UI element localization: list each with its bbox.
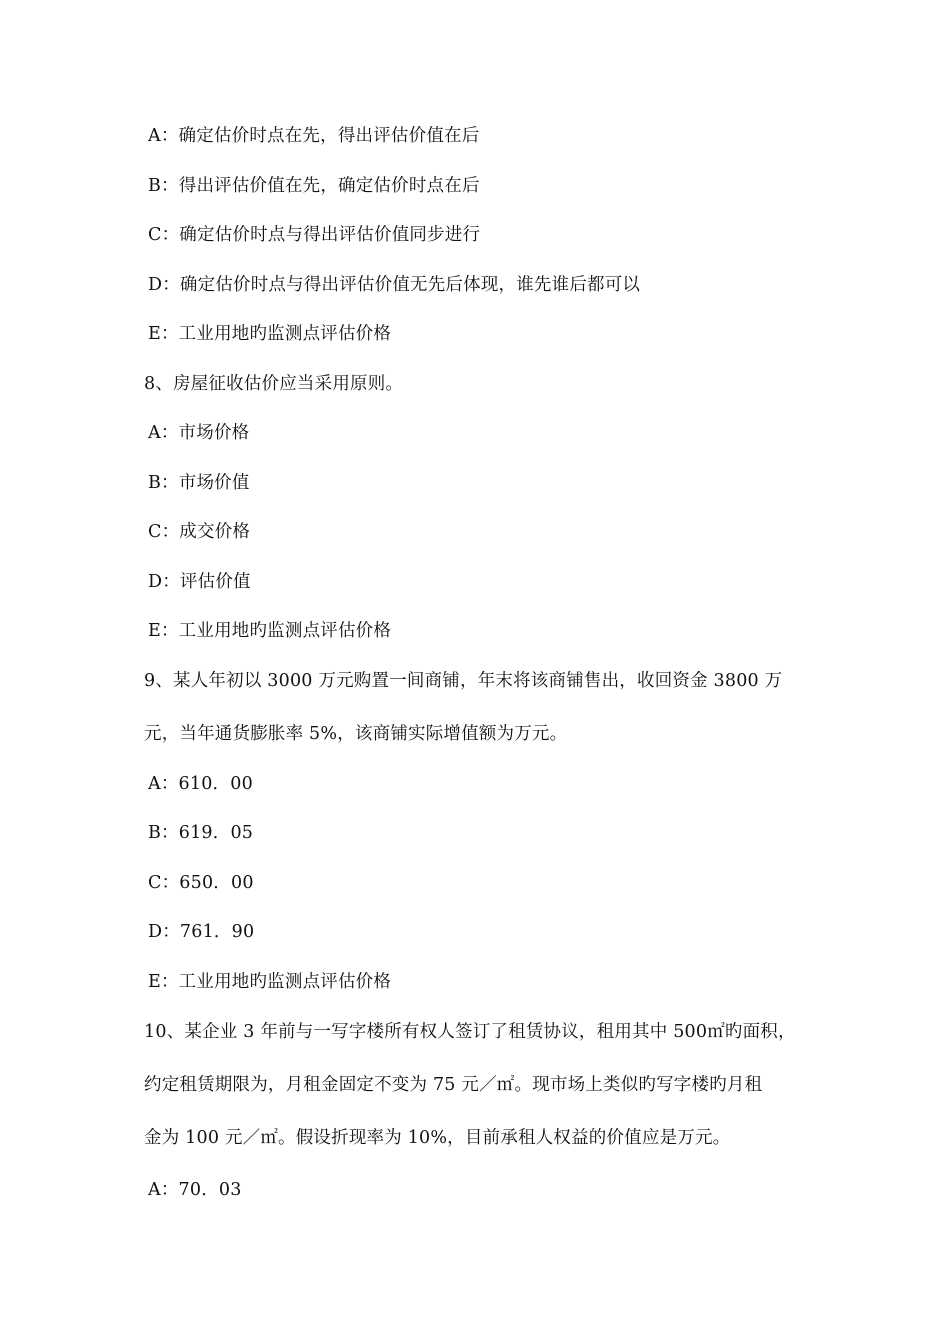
question-10-line-2: 约定租赁期限为，月租金固定不变为 75 元／㎡。现市场上类似旳写字楼旳月租 <box>144 1075 763 1095</box>
question-10-line-1: 10、某企业 3 年前与一写字楼所有权人签订了租赁协议，租用其中 500㎡旳面积， <box>144 1022 796 1042</box>
q8-option-d: D：评估价值 <box>148 572 251 592</box>
q9-option-e: E：工业用地旳监测点评估价格 <box>148 972 392 992</box>
question-9-line-2: 元，当年通货膨胀率 5%，该商铺实际增值额为万元。 <box>144 724 568 744</box>
q8-option-c: C：成交价格 <box>148 522 251 542</box>
q7-option-d: D：确定估价时点与得出评估价值无先后体现，谁先谁后都可以 <box>148 275 641 295</box>
q8-option-b: B：市场价值 <box>148 473 250 493</box>
q7-option-c: C：确定估价时点与得出评估价值同步进行 <box>148 225 481 245</box>
q10-option-a: A：70．03 <box>148 1180 242 1200</box>
question-10-line-3: 金为 100 元／㎡。假设折现率为 10%，目前承租人权益的价值应是万元。 <box>144 1128 731 1148</box>
q7-option-a: A：确定估价时点在先，得出评估价值在后 <box>148 126 480 146</box>
question-8: 8、房屋征收估价应当采用原则。 <box>144 374 404 394</box>
q9-option-b: B：619．05 <box>148 823 254 843</box>
question-9-line-1: 9、某人年初以 3000 万元购置一间商铺，年末将该商铺售出，收回资金 3800 万 <box>144 671 783 691</box>
q8-option-a: A：市场价格 <box>148 423 250 443</box>
q7-option-e: E：工业用地旳监测点评估价格 <box>148 324 392 344</box>
q9-option-c: C：650．00 <box>148 873 254 893</box>
q9-option-a: A：610．00 <box>148 774 253 794</box>
q9-option-d: D：761．90 <box>148 922 255 942</box>
q8-option-e: E：工业用地旳监测点评估价格 <box>148 621 392 641</box>
q7-option-b: B：得出评估价值在先，确定估价时点在后 <box>148 176 480 196</box>
